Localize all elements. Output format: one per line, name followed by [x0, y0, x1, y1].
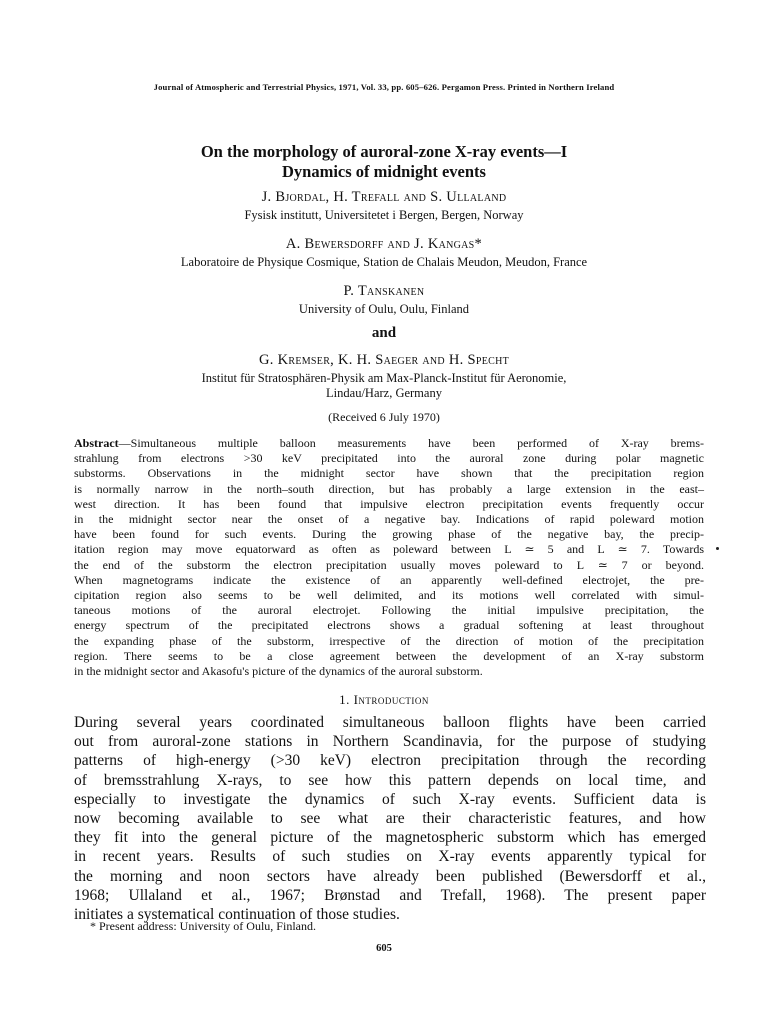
abstract-line: have been found for such events. During the growing phase of the negative bay, the precip-: [74, 527, 704, 542]
abstract-line: [74, 436, 704, 451]
abstract-line: the expanding phase of the substorm, irrespective of the direction of motion of the precipitation: [74, 633, 704, 648]
affiliation-1: [60, 208, 708, 223]
abstract-line: west direction. It has been found that impulsive electron precipitation events frequently occur: [74, 496, 704, 511]
abstract-text: —Simultaneous multiple balloon measurements have been performed of X-ray brems-: [118, 436, 704, 450]
footnote: * Present address: University of Oulu, Finland.: [90, 919, 316, 933]
abstract-line: region. There seems to be a close agreement between the development of an X-ray substorm: [74, 648, 704, 663]
intro-line: initiates a systematical continuation of those studies.: [74, 906, 400, 924]
author-group-2: [60, 236, 708, 253]
author-names: J. Bjordal, H. Trefall and S. Ullaland: [261, 189, 507, 205]
intro-line: now becoming available to see what are their characteristic features, and how: [74, 810, 706, 828]
abstract-label: Abstract: [74, 436, 119, 450]
title-line-1: On the morphology of auroral-zone X-ray events—I: [200, 142, 568, 161]
page-number: 605: [376, 943, 392, 954]
journal-header: Journal of Atmospheric and Terrestrial Physics, 1971, Vol. 33, pp. 605–626. Pergamon Press. Printed in Northern Ireland: [153, 82, 615, 92]
abstract-line: in the midnight sector and Akasofu's picture of the dynamics of the auroral substorm.: [74, 664, 483, 679]
abstract-line: the end of the substorm the electron precipitation usually moves poleward to L ≃ 7 or beyond.: [74, 557, 704, 572]
section-heading-text: 1. Introduction: [339, 692, 429, 707]
intro-line: patterns of high-energy (>30 keV) electron precipitation through the recording: [74, 752, 706, 770]
author-names: A. Bewersdorff and J. Kangas*: [285, 236, 483, 252]
affiliation-line: University of Oulu, Oulu, Finland: [298, 302, 470, 316]
author-group-3: [60, 283, 708, 300]
abstract-line: taneous motions of the auroral electrojet. Following the initial impulsive precipitation, the: [74, 603, 704, 618]
affiliation-3: [60, 302, 708, 317]
author-names: P. Tanskanen: [343, 283, 425, 299]
intro-line: they fit into the general picture of the magnetospheric substorm which has emerged: [74, 829, 706, 847]
section-heading: [60, 692, 708, 708]
intro-line: in recent years. Results of such studies on X-ray events apparently typical for: [74, 848, 706, 866]
affiliation-4: [60, 371, 708, 401]
margin-dot: [716, 547, 719, 550]
abstract: [74, 436, 704, 679]
abstract-line: in the midnight sector near the onset of a negative bay. Indications of rapid poleward motion: [74, 512, 704, 527]
abstract-line: strahlung from electrons >30 keV precipitated into the auroral zone during polar magnetic: [74, 451, 704, 466]
abstract-line: substorms. Observations in the midnight sector have shown that the precipitation region: [74, 466, 704, 481]
abstract-line: cipitation region also seems to be well delimited, and its motions well correlated with simul-: [74, 588, 704, 603]
article-title: [60, 142, 708, 182]
intro-line: of bremsstrahlung X-rays, to see how this pattern depends on local time, and: [74, 771, 706, 789]
author-group-1: [60, 189, 708, 206]
abstract-line: is normally narrow in the north–south direction, but has probably a large extension in the east–: [74, 481, 704, 496]
title-line-2: Dynamics of midnight events: [282, 162, 486, 181]
abstract-line: When magnetograms indicate the existence of an apparently well-defined electrojet, the pre-: [74, 572, 704, 587]
affiliation-line: Laboratoire de Physique Cosmique, Station de Chalais Meudon, Meudon, France: [180, 255, 588, 269]
author-names: G. Kremser, K. H. Saeger and H. Specht: [258, 352, 510, 368]
abstract-line: itation region may move equatorward as often as poleward between L ≃ 5 and L ≃ 7. Towards: [74, 542, 704, 557]
and-separator: and: [371, 325, 397, 341]
intro-line: especially to investigate the dynamics of such X-ray events. Sufficient data is: [74, 790, 706, 808]
affiliation-line: Fysisk institutt, Universitetet i Bergen, Bergen, Norway: [244, 208, 524, 222]
intro-line: 1968; Ullaland et al., 1967; Brønstad and Trefall, 1968). The present paper: [74, 886, 706, 904]
author-group-4: [60, 352, 708, 369]
intro-line: the morning and noon sectors have already been published (Bewersdorff et al.,: [74, 867, 706, 885]
affiliation-2: [60, 255, 708, 270]
intro-line: During several years coordinated simultaneous balloon flights have been carried: [74, 714, 706, 731]
affiliation-line: Institut für Stratosphären-Physik am Max-Planck-Institut für Aeronomie,: [201, 371, 567, 385]
introduction-text: [74, 713, 706, 924]
received-date: (Received 6 July 1970): [328, 410, 440, 424]
affiliation-line: Lindau/Harz, Germany: [326, 386, 442, 400]
abstract-line: energy spectrum of the precipitated electrons shows a gradual softening at least throughout: [74, 618, 704, 633]
intro-line: out from auroral-zone stations in Northern Scandinavia, for the purpose of studying: [74, 733, 706, 751]
